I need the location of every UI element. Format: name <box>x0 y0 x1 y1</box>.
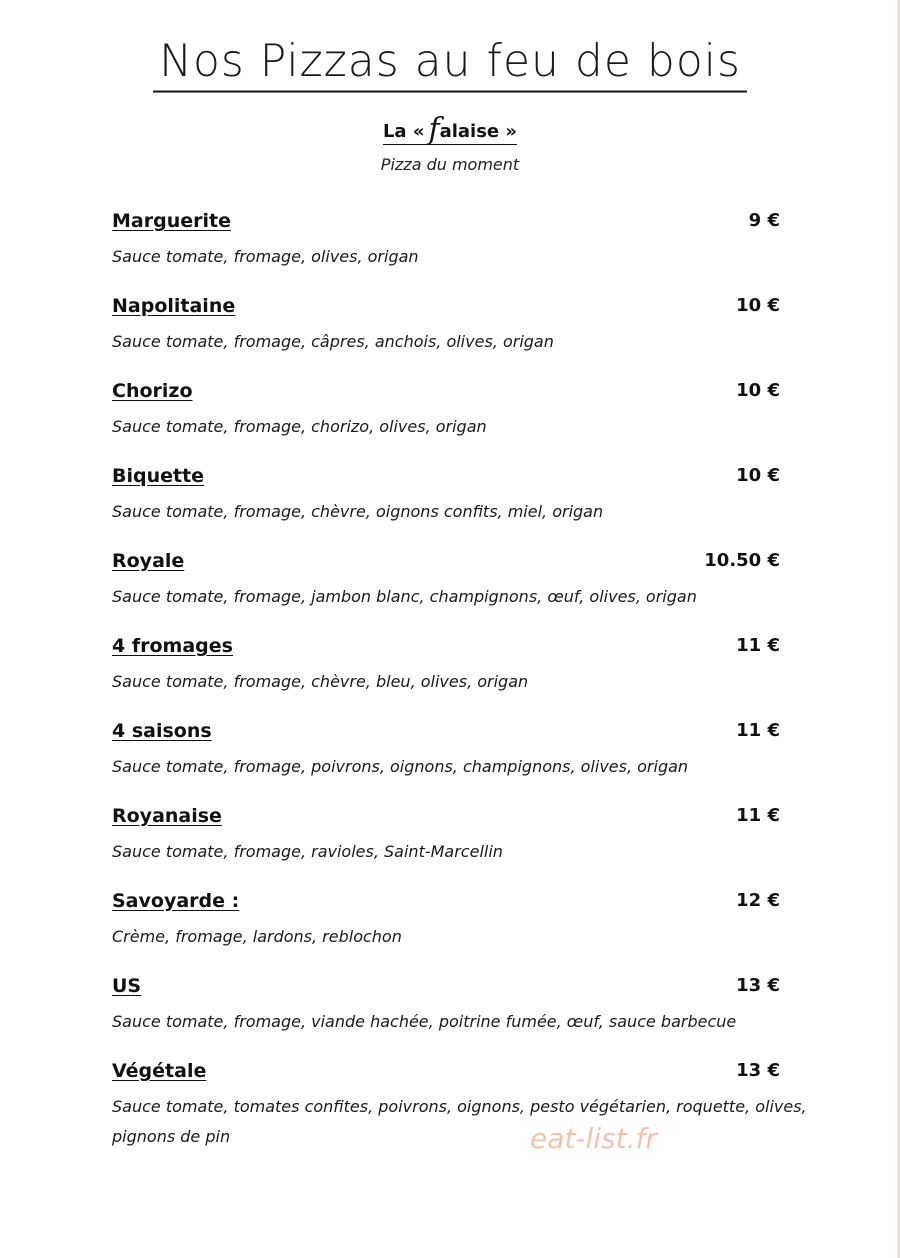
featured-prefix: La « <box>382 121 425 142</box>
featured-pizza-name <box>382 112 518 147</box>
watermark: eat-list.fr <box>530 1122 657 1155</box>
item-price: 10 € <box>736 380 780 401</box>
item-price: 9 € <box>748 210 780 231</box>
menu-item-vegetale <box>112 1058 807 1146</box>
item-price: 11 € <box>736 805 780 826</box>
pizza-list <box>112 208 807 1146</box>
item-name: Végétale <box>112 1060 207 1082</box>
item-price: 10 € <box>736 295 780 316</box>
item-price: 11 € <box>736 635 780 656</box>
item-description: Sauce tomate, tomates confites, poivrons, oignons, pesto végétarien, roquette, olives, pignons de pin <box>112 1097 807 1146</box>
featured-rest: alaise » <box>439 121 518 142</box>
item-name: Napolitaine <box>112 295 236 317</box>
featured-tagline: Pizza du moment <box>380 155 520 174</box>
item-description: Sauce tomate, fromage, olives, origan <box>112 247 419 266</box>
item-name: Royale <box>112 550 185 572</box>
menu-item-marguerite <box>112 208 782 293</box>
item-name: Marguerite <box>112 210 231 232</box>
item-price: 12 € <box>736 890 780 911</box>
menu-item-napolitaine <box>112 293 782 378</box>
item-price: 10.50 € <box>704 550 780 571</box>
item-description: Sauce tomate, fromage, poivrons, oignons, champignons, olives, origan <box>112 757 689 776</box>
item-name: Biquette <box>112 465 205 487</box>
menu-item-4-fromages <box>112 633 782 718</box>
menu-item-royale <box>112 548 782 633</box>
menu-item-savoyarde <box>112 888 782 973</box>
item-name: US <box>112 975 142 997</box>
menu-title: Nos Pizzas au feu de bois <box>153 35 747 92</box>
menu-item-chorizo <box>112 378 782 463</box>
item-description: Sauce tomate, fromage, câpres, anchois, olives, origan <box>112 332 554 351</box>
item-name: 4 fromages <box>112 635 233 657</box>
item-description: Sauce tomate, fromage, chèvre, oignons confits, miel, origan <box>112 502 604 521</box>
item-name: 4 saisons <box>112 720 212 742</box>
item-price: 13 € <box>736 1060 780 1081</box>
item-name: Savoyarde : <box>112 890 240 912</box>
item-price: 11 € <box>736 720 780 741</box>
item-description: Sauce tomate, fromage, viande hachée, poitrine fumée, œuf, sauce barbecue <box>112 1012 737 1031</box>
item-description: Sauce tomate, fromage, chèvre, bleu, olives, origan <box>112 672 529 691</box>
menu-title-block <box>0 36 900 92</box>
menu-item-royanaise <box>112 803 782 888</box>
item-price: 10 € <box>736 465 780 486</box>
menu-item-us <box>112 973 782 1058</box>
item-description: Sauce tomate, fromage, jambon blanc, champignons, œuf, olives, origan <box>112 587 697 606</box>
item-price: 13 € <box>736 975 780 996</box>
featured-pizza-block <box>0 112 900 174</box>
featured-fancy-letter: f <box>428 112 440 147</box>
item-name: Royanaise <box>112 805 222 827</box>
menu-item-biquette <box>112 463 782 548</box>
item-description: Crème, fromage, lardons, reblochon <box>112 927 402 946</box>
item-description: Sauce tomate, fromage, ravioles, Saint-Marcellin <box>112 842 503 861</box>
item-description: Sauce tomate, fromage, chorizo, olives, origan <box>112 417 487 436</box>
item-name: Chorizo <box>112 380 193 402</box>
menu-item-4-saisons <box>112 718 782 803</box>
